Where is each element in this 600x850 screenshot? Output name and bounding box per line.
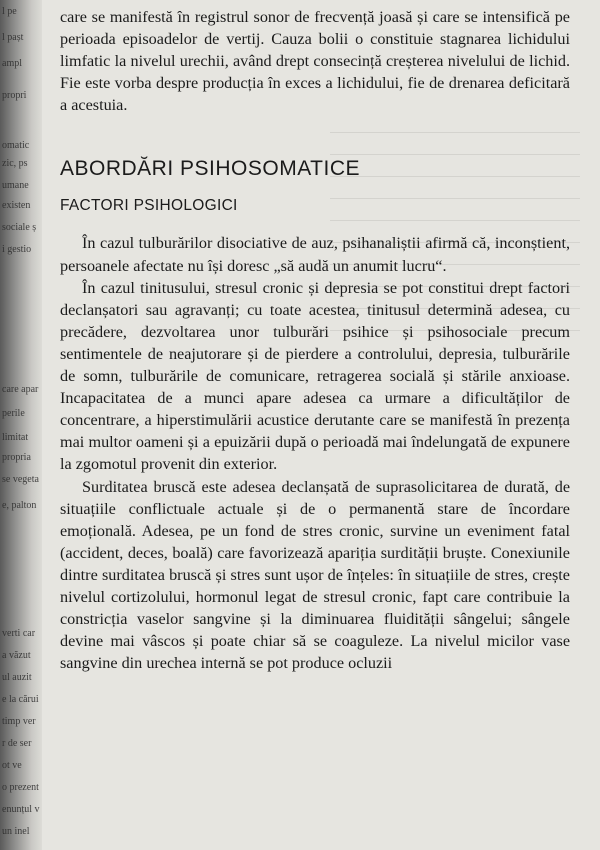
margin-fragment: enunțul v <box>2 804 40 815</box>
margin-fragment: zic, ps <box>2 158 28 169</box>
margin-fragment: l pașt <box>2 32 24 43</box>
margin-fragment: sociale ș <box>2 222 37 233</box>
margin-fragment: a văzut <box>2 650 31 661</box>
margin-fragment: ampl <box>2 58 22 69</box>
adjacent-page-margin <box>0 0 42 850</box>
margin-fragment: se vegeta <box>2 474 39 485</box>
margin-fragment: ul auzit <box>2 672 32 683</box>
margin-fragment: umane <box>2 180 29 191</box>
margin-fragment: propria <box>2 452 31 463</box>
margin-fragment: ot ve <box>2 760 22 771</box>
paragraph-intro: care se manifestă în registrul sonor de frecvență joasă și care se intensifică pe perioada episoadelor de vertij. Cauza bolii o constituie stagnarea lichidului limfatic la nivelul urechii, având drept consecință creșterea nivelului de lichid. Fie este vorba despre producția în exces a lichidului, fie de drenarea deficitară a acestuia. <box>60 8 570 115</box>
margin-fragment: e la cărui <box>2 694 39 705</box>
subsection-heading: FACTORI PSIHOLOGICI <box>60 197 238 215</box>
margin-fragment: limitat <box>2 432 29 443</box>
paragraph-dissociative: În cazul tulburărilor disociative de auz, psihanaliștii afirmă că, inconștient, persoanele afectate nu își doresc „să audă un anumit lucru“. <box>60 234 570 275</box>
margin-fragment: o prezent <box>2 782 39 793</box>
section-heading: ABORDĂRI PSIHOSOMATICE <box>60 157 360 181</box>
margin-fragment: omatic <box>2 140 30 151</box>
margin-fragment: care apar <box>2 384 39 395</box>
margin-fragment: existen <box>2 200 31 211</box>
margin-fragment: i gestio <box>2 244 32 255</box>
paragraph-tinnitus: În cazul tinitusului, stresul cronic și depresia se pot constitui drept factori declanșatori sau agravanți; cu toate acestea, tinitusul determină adesea, cu precădere, dezvoltarea unor tulburări psihice și psihosociale precum sentimentele de neajutorare și de pierdere a controlului, depresia, tulburările de somn, tulburările de comunicare, retragerea socială și stările anxioase. Incapacitatea de a munci apare adesea ca urmare a dificultăților de concentrare, a hiperstimulării acustice derutante care se manifestă în prezența mai multor oameni și a epuizării după o perioadă mai îndelungată de expunere la zgomotul provenit din exterior. <box>60 278 570 474</box>
margin-fragment: verti car <box>2 628 36 639</box>
margin-fragment: perile <box>2 408 25 419</box>
margin-fragment: un inel <box>2 826 30 837</box>
margin-fragment: propri <box>2 90 27 101</box>
margin-fragment: r de ser <box>2 738 32 749</box>
margin-fragment: l pe <box>2 6 17 17</box>
paragraph-sudden-deafness: Surditatea bruscă este adesea declanșată de suprasolicitarea de durată, de situațiile conflictuale actuale și de o permanentă stare de încordare emoțională. Adesea, pe un fond de stres cronic, survine un eveniment fatal (accident, deces, boală) care favorizează apariția surdității bruște. Conexiunile dintre surditatea bruscă și stres sunt ușor de înțeles: în situațiile de stres, crește nivelul cortizolului, hormonul legat de stresul cronic, fapt care contribuie la constricția vaselor sangvine și la diminuarea fluidității sângelui; sângele devine mai vâscos și poate chiar să se coaguleze. La nivelul micilor vase sangvine din urechea internă se pot produce ocluzii <box>60 477 570 673</box>
margin-fragment: e, palton <box>2 500 37 511</box>
book-page <box>60 6 570 674</box>
margin-fragment: timp ver <box>2 716 36 727</box>
